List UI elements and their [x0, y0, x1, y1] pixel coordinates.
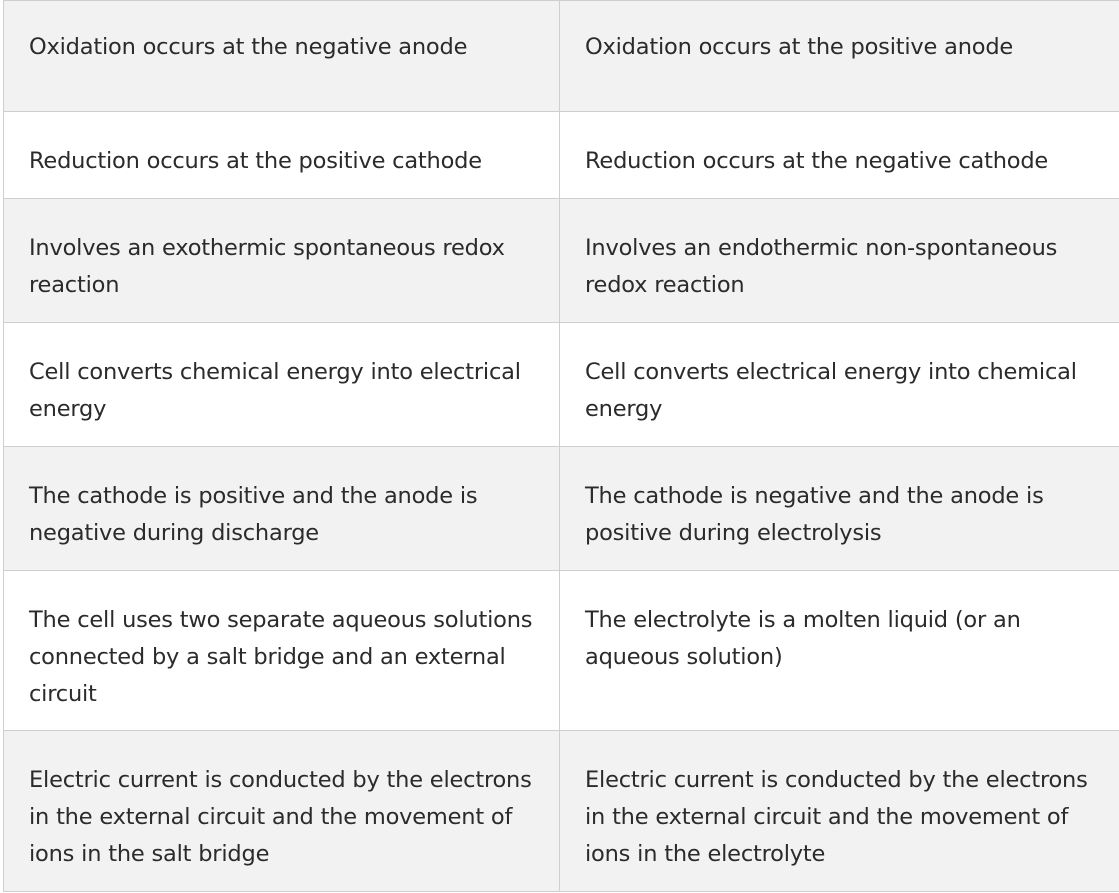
table-cell-left: Oxidation occurs at the negative anode — [4, 1, 560, 112]
table-cell-right: The electrolyte is a molten liquid (or an aqueous solution) — [560, 571, 1119, 731]
table-row — [4, 199, 1119, 323]
table-cell-left: The cathode is positive and the anode is negative during discharge — [4, 447, 560, 571]
comparison-table-body — [4, 1, 1119, 892]
table-row — [4, 323, 1119, 447]
comparison-table — [3, 0, 1119, 892]
table-row — [4, 1, 1119, 112]
table-cell-left: The cell uses two separate aqueous solutions connected by a salt bridge and an external circuit — [4, 571, 560, 731]
table-cell-right: The cathode is negative and the anode is positive during electrolysis — [560, 447, 1119, 571]
table-row — [4, 571, 1119, 731]
table-cell-right: Oxidation occurs at the positive anode — [560, 1, 1119, 112]
table-cell-left: Involves an exothermic spontaneous redox reaction — [4, 199, 560, 323]
table-cell-right: Reduction occurs at the negative cathode — [560, 112, 1119, 199]
table-row — [4, 112, 1119, 199]
table-row — [4, 731, 1119, 892]
table-cell-right: Electric current is conducted by the electrons in the external circuit and the movement of ions in the electrolyte — [560, 731, 1119, 892]
table-cell-left: Reduction occurs at the positive cathode — [4, 112, 560, 199]
table-cell-left: Electric current is conducted by the electrons in the external circuit and the movement of ions in the salt bridge — [4, 731, 560, 892]
table-cell-right: Involves an endothermic non-spontaneous redox reaction — [560, 199, 1119, 323]
table-cell-right: Cell converts electrical energy into chemical energy — [560, 323, 1119, 447]
table-row — [4, 447, 1119, 571]
table-cell-left: Cell converts chemical energy into electrical energy — [4, 323, 560, 447]
